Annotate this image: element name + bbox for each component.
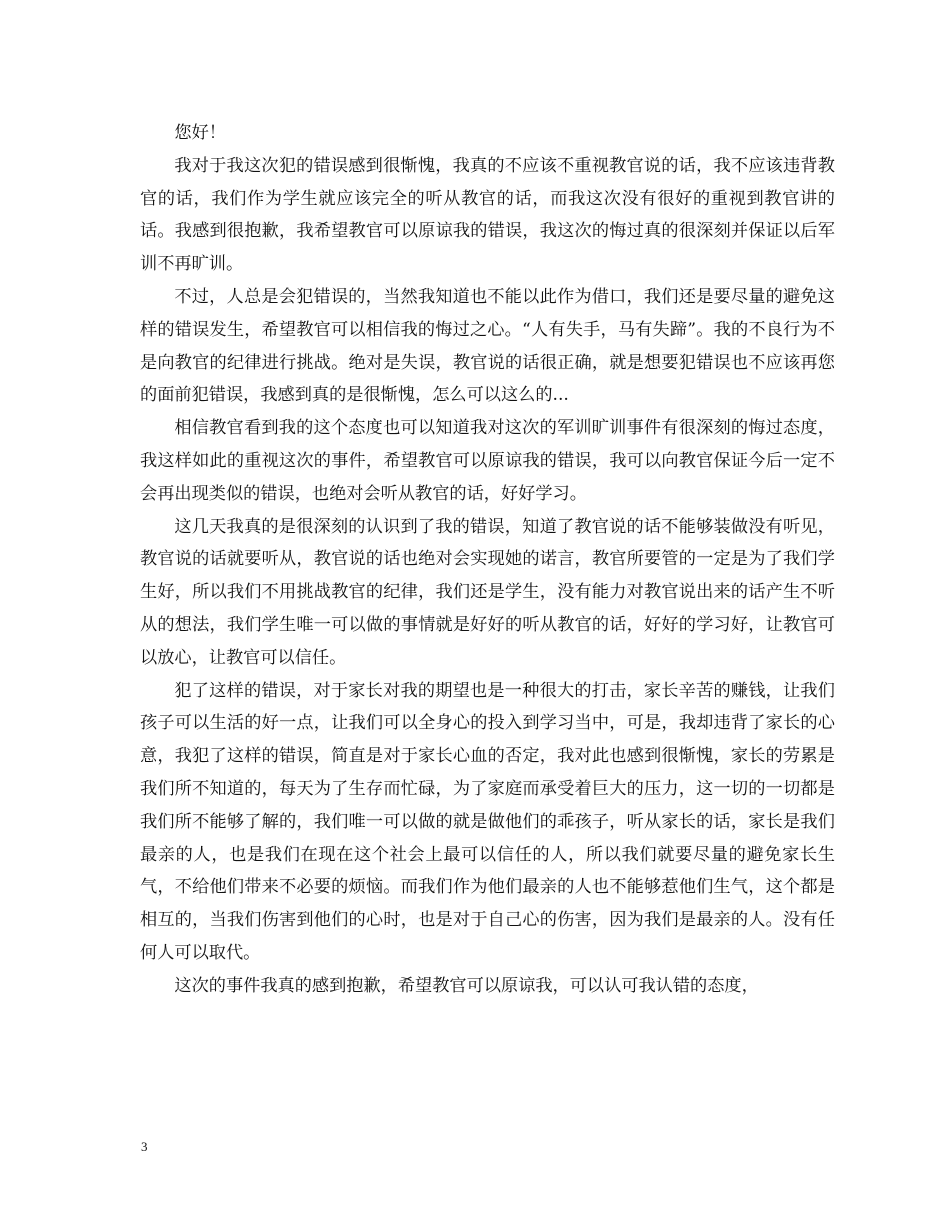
body-text: [140, 117, 835, 1003]
paragraph-1: 我对于我这次犯的错误感到很惭愧，我真的不应该不重视教官说的话，我不应该违背教官的话，我们作为学生就应该完全的听从教官的话，而我这次没有很好的重视到教官讲的话。我感到很抱歉，我希望教官可以原谅我的错误，我这次的悔过真的很深刻并保证以后军训不再旷训。: [140, 155, 835, 275]
paragraph-5: 犯了这样的错误，对于家长对我的期望也是一种很大的打击，家长辛苦的赚钱，让我们孩子可以生活的好一点，让我们可以全身心的投入到学习当中，可是，我却违背了家长的心意，我犯了这样的错误，简直是对于家长心血的否定，我对此也感到很惭愧，家长的劳累是我们所不知道的，每天为了生存而忙碌，为了家庭而承受着巨大的压力，这一切的一切都是我们所不能够了解的，我们唯一可以做的就是做他们的乖孩子，听从家长的话，家长是我们最亲的人，也是我们在现在这个社会上最可以信任的人，所以我们就要尽量的避免家长生气，不给他们带来不必要的烦恼。而我们作为他们最亲的人也不能够惹他们生气，这个都是相互的，当我们伤害到他们的心时，也是对于自己心的伤害，因为我们是最亲的人。没有任何人可以取代。: [140, 680, 835, 963]
paragraph-4: 这几天我真的是很深刻的认识到了我的错误，知道了教官说的话不能够装做没有听见，教官说的话就要听从，教官说的话也绝对会实现她的诺言，教官所要管的一定是为了我们学生好，所以我们不用挑战教官的纪律，我们还是学生，没有能力对教官说出来的话产生不听从的想法，我们学生唯一可以做的事情就是好好的听从教官的话，好好的学习好，让教官可以放心，让教官可以信任。: [140, 516, 835, 668]
paragraph-3: 相信教官看到我的这个态度也可以知道我对这次的军训旷训事件有很深刻的悔过态度，我这样如此的重视这次的事件，希望教官可以原谅我的错误，我可以向教官保证今后一定不会再出现类似的错误，也绝对会听从教官的话，好好学习。: [140, 418, 835, 504]
paragraph-2: 不过，人总是会犯错误的，当然我知道也不能以此作为借口，我们还是要尽量的避免这样的错误发生，希望教官可以相信我的悔过之心。“人有失手，马有失蹄”。我的不良行为不是向教官的纪律进行挑战。绝对是失误，教官说的话很正确，就是想要犯错误也不应该再您的面前犯错误，我感到真的是很惭愧，怎么可以这么的...: [140, 286, 835, 406]
paragraph-greeting: 您好！: [174, 123, 226, 143]
page-number: 3: [141, 1139, 148, 1154]
paragraph-6: 这次的事件我真的感到抱歉，希望教官可以原谅我，可以认可我认错的态度，: [174, 975, 759, 996]
